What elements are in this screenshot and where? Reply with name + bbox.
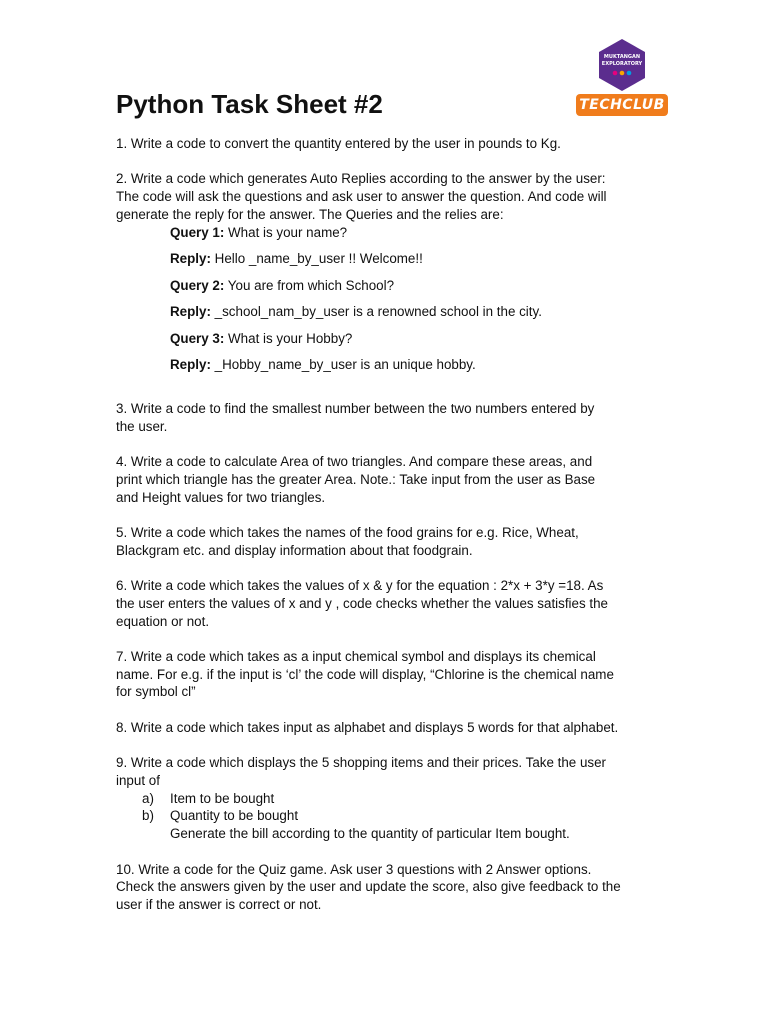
task-1-text: 1. Write a code to convert the quantity entered by the user in pounds to Kg. [116, 136, 561, 151]
reply-3: Reply: _Hobby_name_by_user is an unique hobby. [170, 357, 476, 373]
task-9-line-2: input of [116, 772, 160, 788]
task-3 [116, 400, 661, 436]
task-5-line-2: Blackgram etc. and display information about that foodgrain. [116, 542, 473, 558]
task-2 [116, 170, 661, 374]
reply-2: Reply: _school_nam_by_user is a renowned school in the city. [170, 304, 542, 320]
muktangan-hexagon-logo [597, 38, 647, 92]
task-10 [116, 861, 661, 914]
query-reply-list [170, 224, 661, 374]
list-item-text: Quantity to be bought [170, 808, 299, 824]
query-1: Query 1: What is your name? [170, 224, 348, 240]
task-10-line-2: Check the answers given by the user and update the score, also give feedback to the [116, 879, 621, 895]
query-3: Query 3: What is your Hobby? [170, 330, 353, 346]
task-6 [116, 577, 661, 630]
task-8 [116, 719, 661, 737]
task-4-line-1: 4. Write a code to calculate Area of two triangles. And compare these areas, and [116, 454, 593, 469]
task-4-line-2: print which triangle has the greater Area. Note.: Take input from the user as Base [116, 471, 596, 487]
task-6-line-3: equation or not. [116, 613, 210, 629]
task-4-line-3: and Height values for two triangles. [116, 489, 326, 505]
list-item [116, 790, 661, 808]
task-3-line-2: the user. [116, 418, 168, 434]
task-5 [116, 524, 661, 560]
task-6-line-1: 6. Write a code which takes the values of x & y for the equation : 2*x + 3*y =18. As [116, 577, 604, 593]
task-1 [116, 135, 661, 153]
list-item [116, 807, 661, 825]
muktangan-techclub-logo [576, 38, 668, 118]
task-7-line-2: name. For e.g. if the input is ‘cl’ the code will display, “Chlorine is the chemical name [116, 666, 614, 682]
page-title: Python Task Sheet #2 [116, 89, 383, 119]
query-2: Query 2: You are from which School? [170, 277, 395, 293]
reply-1: Reply: Hello _name_by_user !! Welcome!! [170, 251, 423, 267]
task-9 [116, 754, 661, 843]
list-marker: a) [142, 790, 154, 806]
task-5-line-1: 5. Write a code which takes the names of the food grains for e.g. Rice, Wheat, [116, 524, 579, 540]
techclub-badge: TECHCLUB [576, 94, 668, 116]
task-4 [116, 453, 661, 506]
task-2-line-3: generate the reply for the answer. The Queries and the relies are: [116, 206, 504, 222]
task-10-line-1: 10. Write a code for the Quiz game. Ask user 3 questions with 2 Answer options. [116, 861, 592, 877]
task-7-line-1: 7. Write a code which takes as a input chemical symbol and displays its chemical [116, 648, 596, 664]
svg-text:MUKTANGAN: MUKTANGAN [603, 54, 641, 60]
task-9-line-1: 9. Write a code which displays the 5 shopping items and their prices. Take the user [116, 755, 607, 771]
task-10-line-3: user if the answer is correct or not. [116, 897, 322, 913]
task-7 [116, 648, 661, 701]
list-marker: b) [142, 808, 154, 824]
task-3-line-1: 3. Write a code to find the smallest number between the two numbers entered by [116, 400, 595, 416]
task-8-text: 8. Write a code which takes input as alphabet and displays 5 words for that alphabet. [116, 719, 619, 735]
task-9-line-3: Generate the bill according to the quantity of particular Item bought. [170, 826, 570, 842]
task-6-line-2: the user enters the values of x and y , code checks whether the values satisfies the [116, 595, 609, 611]
svg-text:EXPLORATORY: EXPLORATORY [601, 61, 643, 67]
task-2-line-1: 2. Write a code which generates Auto Replies according to the answer by the user: [116, 171, 606, 187]
task-list [116, 135, 661, 931]
task-9-sublist [116, 790, 661, 826]
list-item-text: Item to be bought [170, 790, 275, 806]
task-2-line-2: The code will ask the questions and ask user to answer the question. And code will [116, 189, 607, 205]
task-7-line-3: for symbol cl” [116, 684, 196, 700]
